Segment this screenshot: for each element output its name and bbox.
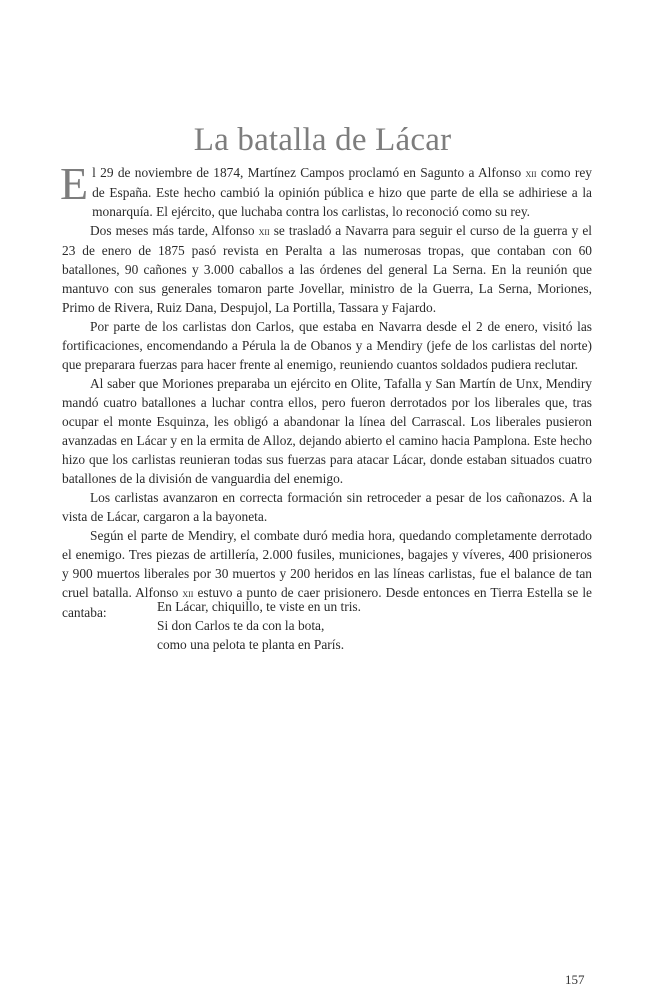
roman-numeral: xii	[525, 166, 537, 180]
paragraph	[60, 158, 592, 221]
body-text	[60, 158, 593, 622]
roman-numeral: xii	[182, 586, 194, 600]
paragraph: Al saber que Moriones preparaba un ejército en Olite, Tafalla y San Martín de Unx, Mendiry mandó cuatro batallones a luchar contra ellos, pero fueron derrotados por los liberales que, tras ocupar el monte Esquinza, les obligó a abandonar la línea del Carrascal. Los liberales pusieron avanzadas en Lácar y en la ermita de Alloz, dejando abierto el camino hacia Pamplona. Este hecho hizo que los carlistas reunieran todas sus fuerzas para atacar Lácar, donde estaban situados cuatro batallones de la división de vanguardia del enemigo.	[62, 376, 592, 486]
paragraph: Los carlistas avanzaron en correcta formación sin retroceder a pesar de los cañonazos. A la vista de Lácar, cargaron a la bayoneta.	[62, 490, 592, 524]
paragraph-text: l 29 de noviembre de 1874, Martínez Campos proclamó en Sagunto a Alfonso xii como rey de España. Este hecho cambió la opinión pública e hizo que parte de ella se adhiriese a la monarquía. El ejército, que luchaba contra los carlistas, lo reconoció como su rey.	[92, 165, 592, 219]
paragraph: Según el parte de Mendiry, el combate duró media hora, quedando completamente derrotado el enemigo. Tres piezas de artillería, 2.000 fusiles, municiones, bagajes y víveres, 400 prisioneros y 900 muertos liberales por 30 muertos y 200 heridos en las líneas carlistas, fue el balance de tan cruel batalla. Alfonso xii estuvo a punto de caer prisionero. Desde entonces en Tierra Estella se le cantaba:	[62, 528, 593, 620]
verse	[157, 597, 361, 654]
verse-line: como una pelota te planta en París.	[157, 637, 345, 652]
paragraph: Dos meses más tarde, Alfonso xii se trasladó a Navarra para seguir el curso de la guerra y el 23 de enero de 1875 pasó revista en Peralta a las numerosas tropas, que contaban con 60 batallones, 90 cañones y 3.000 caballos a las órdenes del general La Serna. En la reunión que mantuvo con sus generales tomaron parte Jovellar, ministro de la Guerra, La Serna, Moriones, Primo de Rivera, Ruiz Dana, Despujol, La Portilla, Tassara y Fajardo.	[62, 223, 592, 315]
verse-line: Si don Carlos te da con la bota,	[157, 618, 325, 633]
paragraph: Por parte de los carlistas don Carlos, que estaba en Navarra desde el 2 de enero, visitó las fortificaciones, encomendando a Pérula la de Obanos y a Mendiry (jefe de los carlistas del norte) que preparara fuerzas para hacer frente al enemigo, reuniendo cuantos soldados pudiera reclutar.	[62, 319, 592, 372]
page-number: 157	[565, 972, 585, 987]
roman-numeral: xii	[258, 224, 270, 238]
page-title: La batalla de Lácar	[193, 122, 452, 159]
verse-line: En Lácar, chiquillo, te viste en un tris.	[157, 599, 361, 614]
drop-cap: E	[60, 158, 89, 209]
